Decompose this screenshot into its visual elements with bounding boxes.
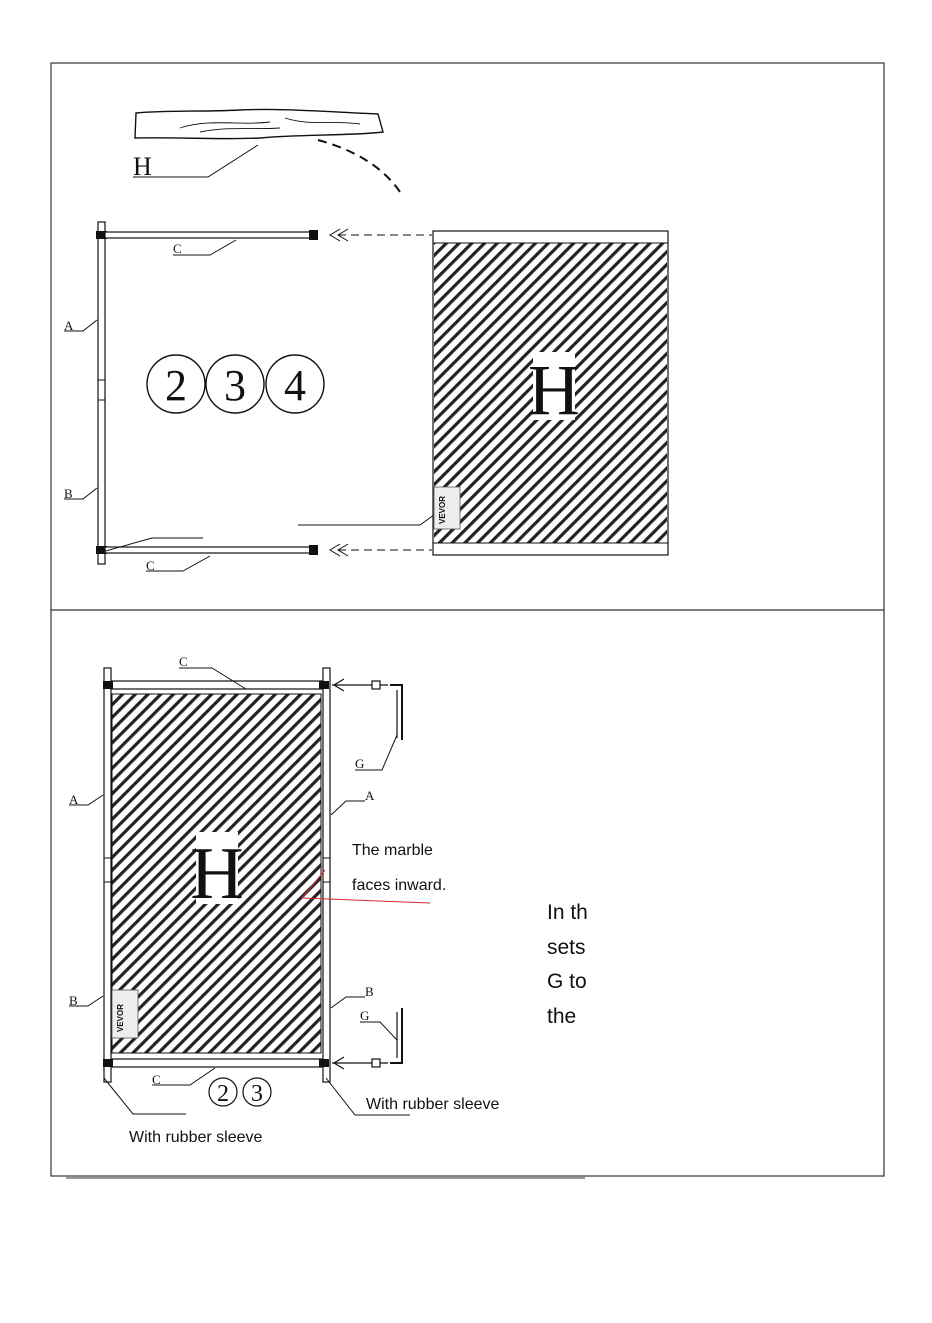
leader-b-right — [331, 997, 365, 1008]
vevor-tag-top — [434, 487, 460, 529]
sleeve-note-right: With rubber sleeve — [366, 1096, 500, 1113]
leader-sleeve-left — [104, 1078, 186, 1114]
step-number: 4 — [284, 361, 306, 410]
step-number: 3 — [251, 1081, 263, 1107]
step-number: 2 — [217, 1081, 229, 1107]
bottom-panel — [69, 654, 588, 1146]
rolled-cloth-h — [135, 109, 383, 138]
label-g-bottom: G — [360, 1008, 370, 1023]
frame-bar-bottom — [111, 1059, 323, 1067]
corner-cap — [319, 1059, 329, 1067]
bracket-g-top — [332, 679, 402, 740]
instruction-line3: G to — [547, 970, 587, 993]
instruction-line1: In th — [547, 901, 588, 924]
frame-pole-left — [98, 222, 105, 564]
instruction-line4: the — [547, 1005, 577, 1028]
corner-cap — [103, 681, 113, 689]
leader-c-bottom — [152, 1068, 215, 1085]
label-b-left: B — [69, 993, 78, 1008]
leader-a-right — [331, 801, 365, 815]
step-number: 2 — [165, 361, 187, 410]
label-c-top: C — [179, 654, 188, 669]
vevor-tag-bottom — [112, 990, 138, 1038]
marble-note-line2: faces inward. — [352, 877, 447, 894]
leader-c-top — [173, 240, 236, 255]
label-a: A — [64, 318, 74, 333]
label-c-bottom: C — [146, 558, 155, 573]
frame-pole-left — [104, 668, 111, 1082]
frame-bar-top — [105, 232, 311, 238]
corner-cap — [103, 1059, 113, 1067]
label-a-left: A — [69, 792, 79, 807]
insert-arrow-bottom — [330, 544, 432, 556]
frame-bar-top — [111, 681, 323, 689]
label-c-bottom: C — [152, 1072, 161, 1087]
label-b-right: B — [365, 984, 374, 999]
insert-arrow-top — [330, 229, 432, 241]
label-b: B — [64, 486, 73, 501]
marble-note-line1: The marble — [352, 842, 433, 859]
step-numbers-bottom — [209, 1078, 271, 1107]
sleeve-note-left: With rubber sleeve — [129, 1129, 263, 1146]
label-a-right: A — [365, 788, 375, 803]
leader-g-bottom — [360, 1022, 397, 1040]
bar-end-top — [309, 230, 318, 240]
top-panel — [64, 109, 668, 573]
step-number: 3 — [224, 361, 246, 410]
frame-bar-bottom — [105, 547, 311, 553]
vevor-logo: VEVOR — [438, 495, 447, 524]
panel-h-label: H — [528, 350, 580, 430]
bar-end-bottom — [309, 545, 318, 555]
instruction-line2: sets — [547, 936, 586, 959]
cloth-fold-lines — [180, 118, 360, 132]
leader-c-bottom — [146, 556, 210, 571]
leader-logo-top — [298, 512, 438, 525]
step-numbers-top — [147, 355, 324, 413]
corner-cap — [319, 681, 329, 689]
vevor-logo: VEVOR — [116, 1003, 125, 1032]
label-g-top: G — [355, 756, 365, 771]
cloth-label: H — [133, 152, 152, 181]
panel-h-label: H — [190, 833, 244, 915]
frame-pole-right — [323, 668, 330, 1082]
label-c-top: C — [173, 241, 182, 256]
cloth-drop-arc — [318, 140, 402, 195]
